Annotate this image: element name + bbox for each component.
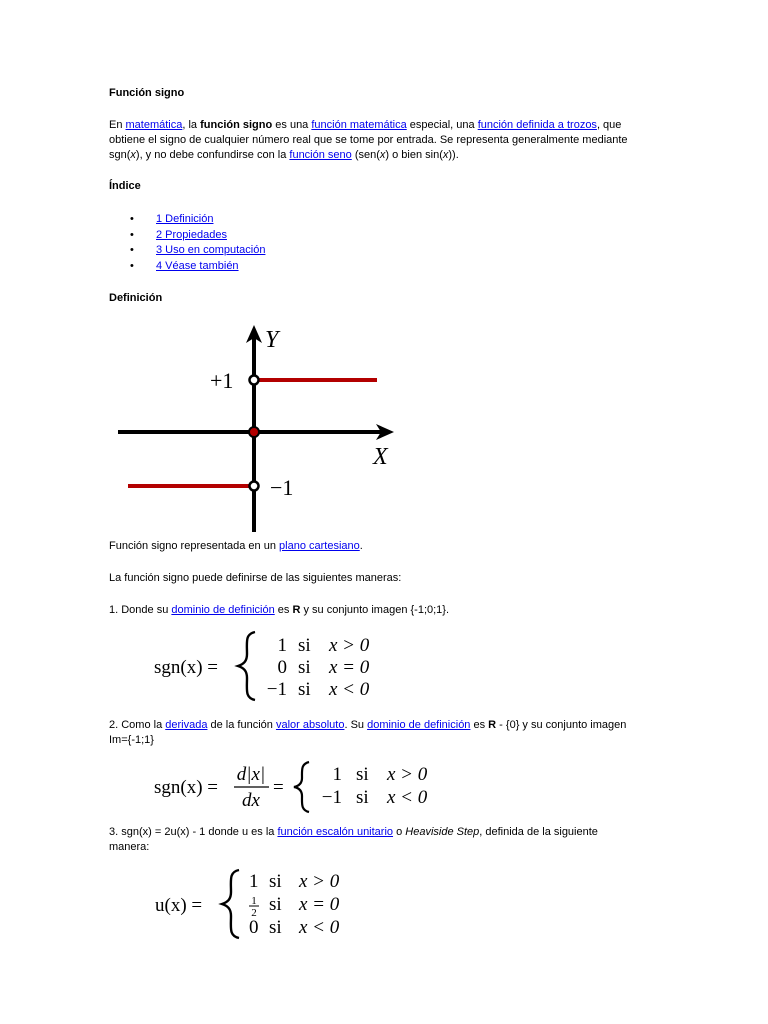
bullet: • <box>130 213 134 225</box>
eq2-condition: x > 0 <box>387 764 428 785</box>
eq1-condition: x < 0 <box>329 679 370 700</box>
equation-1-brace <box>238 632 255 700</box>
eq2-value: 1 <box>332 764 342 785</box>
intro-paragraph: En matemática, la función signo es una función matemática especial, una función definida a trozos, que obtiene el signo de cualquier número real que se tome por entrada. Se representa generalmente mediante sgn(x), y no debe confundirse con la función seno (sen(x) o bien sin(x)). <box>109 119 628 161</box>
eq1-si: si <box>298 635 311 656</box>
index-link-uso-computacion[interactable]: 3 Uso en computación <box>156 244 266 256</box>
equation-2-brace <box>294 762 309 812</box>
eq3-condition: x < 0 <box>299 917 340 938</box>
eq1-si: si <box>298 657 311 678</box>
eq1-value: −1 <box>266 679 287 700</box>
eq3-si: si <box>269 917 282 938</box>
bullet: • <box>130 244 134 256</box>
equation-1-lhs: sgn(x) = <box>154 657 219 678</box>
equation-3-lhs: u(x) = <box>155 895 203 916</box>
bullet: • <box>130 259 134 272</box>
link-funcion-seno[interactable]: función seno <box>289 149 352 161</box>
eq1-condition: x > 0 <box>329 635 370 656</box>
definition-heading: Definición <box>109 292 163 304</box>
eq3-value: 1 <box>249 871 259 892</box>
origin-point <box>249 427 259 437</box>
eq2-value: −1 <box>321 787 342 808</box>
figure-caption: Función signo representada en un plano cartesiano. <box>109 540 363 552</box>
eq1-value: 1 <box>277 635 287 656</box>
svg-text:1: 1 <box>251 895 257 907</box>
equation-2-denominator: dx <box>242 790 260 811</box>
equation-2-numerator: d|x| <box>236 764 266 785</box>
link-dominio-definicion[interactable]: dominio de definición <box>171 604 275 616</box>
link-valor-absoluto[interactable]: valor absoluto <box>275 719 345 731</box>
index-heading: Índice <box>109 180 141 192</box>
index-link-vease-tambien[interactable]: 4 Véase también <box>156 259 239 272</box>
x-axis-label: X <box>373 444 388 470</box>
link-derivada[interactable]: derivada <box>165 719 208 731</box>
definition-item-2: 2. Como la derivada de la función valor absoluto. Su dominio de definición es R - {0} y su conjunto imagen Im={-1;1} <box>109 719 627 746</box>
link-plano-cartesiano[interactable]: plano cartesiano <box>279 540 360 552</box>
open-point-plus-one <box>250 376 259 385</box>
bullet: • <box>130 228 134 241</box>
equation-2-lhs: sgn(x) = <box>154 777 219 798</box>
eq2-condition: x < 0 <box>387 787 428 808</box>
y-axis-label: Y <box>265 327 279 353</box>
link-matematica[interactable]: matemática <box>125 119 183 131</box>
definition-lead: La función signo puede definirse de las siguientes maneras: <box>109 572 402 584</box>
eq3-value: 0 <box>249 917 259 938</box>
eq1-si: si <box>298 679 311 700</box>
eq1-value: 0 <box>277 657 287 678</box>
page-title: Función signo <box>109 87 185 99</box>
link-dominio-definicion-2[interactable]: dominio de definición <box>367 719 471 731</box>
plus-one-label: +1 <box>210 368 234 393</box>
link-funcion-definida-a-trozos[interactable]: función definida a trozos <box>477 119 597 131</box>
eq2-si: si <box>356 787 369 808</box>
eq3-si: si <box>269 871 282 892</box>
equation-2 <box>140 758 460 814</box>
eq2-si: si <box>356 764 369 785</box>
eq3-si: si <box>269 894 282 915</box>
svg-text:2: 2 <box>251 907 257 919</box>
eq3-half-fraction <box>249 895 259 919</box>
minus-one-label: −1 <box>270 475 294 500</box>
link-funcion-matematica[interactable]: función matemática <box>311 119 407 131</box>
equation-1 <box>140 628 440 704</box>
eq3-condition: x = 0 <box>299 894 340 915</box>
index-link-propiedades[interactable]: 2 Propiedades <box>156 228 227 241</box>
index-link-definicion[interactable]: 1 Definición <box>156 213 214 225</box>
eq3-condition: x > 0 <box>299 871 340 892</box>
open-point-minus-one <box>250 482 259 491</box>
equation-3-brace <box>222 870 239 938</box>
link-funcion-escalon-unitario[interactable]: función escalón unitario <box>277 826 394 838</box>
definition-item-1: 1. Donde su dominio de definición es R y su conjunto imagen {-1;0;1}. <box>109 604 450 616</box>
equation-3 <box>140 866 420 942</box>
eq1-condition: x = 0 <box>329 657 370 678</box>
definition-item-3: 3. sgn(x) = 2u(x) - 1 donde u es la función escalón unitario o Heaviside Step, definida de la siguiente manera: <box>109 826 598 853</box>
equation-2-equals: = <box>273 777 284 798</box>
